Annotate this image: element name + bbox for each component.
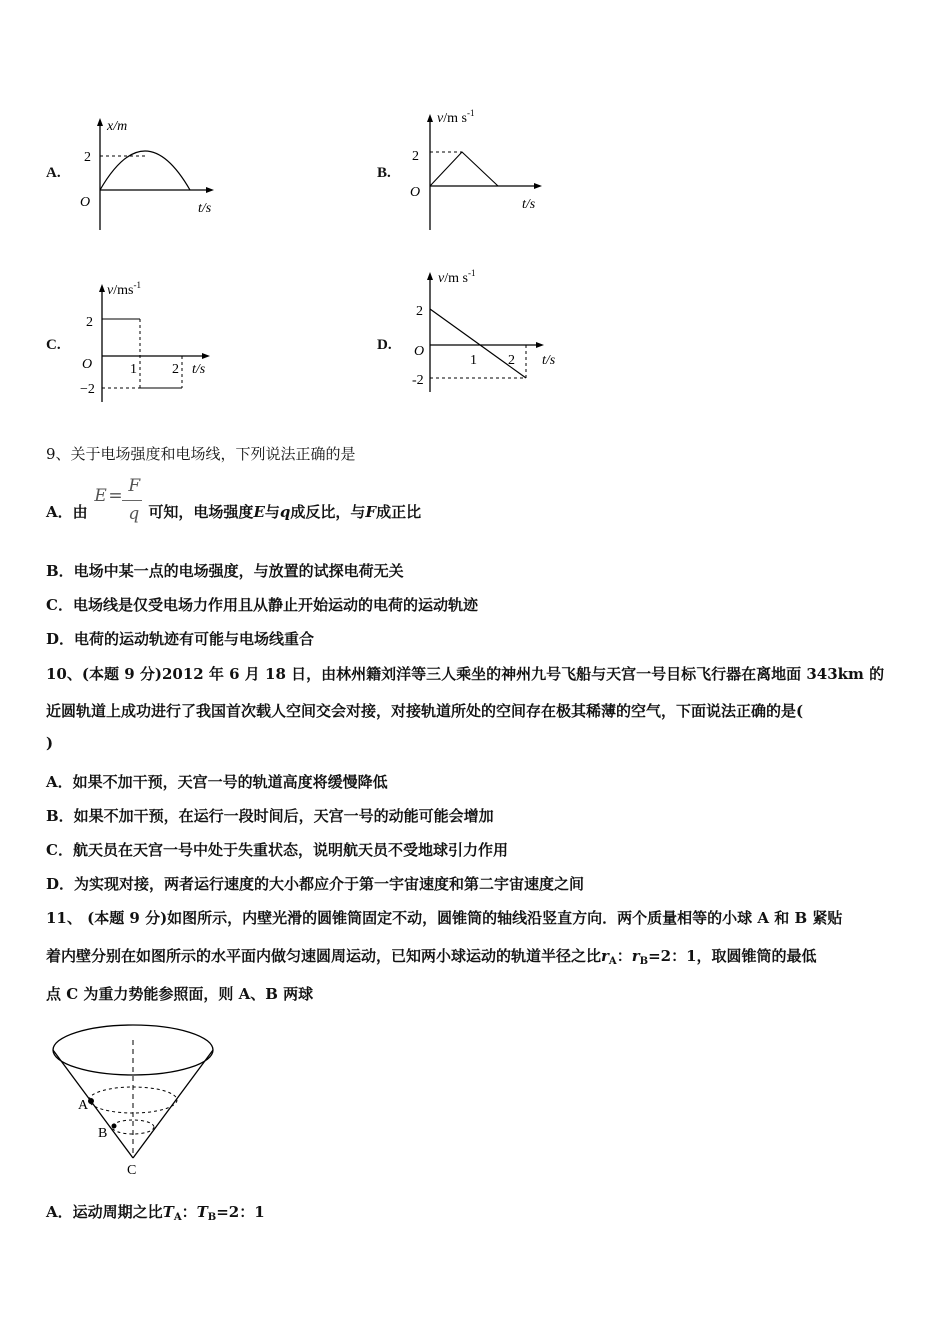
q11-rB-sub: B <box>639 956 649 967</box>
figure-label-a: A <box>78 1098 89 1113</box>
svg-text:v/m s-1 <box>437 108 474 126</box>
graph-c-y-axis-exp: -1 <box>133 280 141 290</box>
graph-c <box>70 278 230 406</box>
graph-b-tick-y: 2 <box>412 149 419 164</box>
figure-label-b: B <box>98 1126 108 1141</box>
graph-a <box>70 112 230 234</box>
graph-a-y-axis-label: x/m <box>107 119 128 134</box>
graph-a-origin: O <box>80 195 91 210</box>
graph-d-tick-x2: 2 <box>508 353 515 368</box>
graph-a-x-axis-label: t/s <box>198 201 212 216</box>
graph-c-tick-y-neg: −2 <box>80 382 95 397</box>
q11-colon: ： <box>616 947 632 965</box>
q9-option-d: D．电荷的运动轨迹有可能与电场线重合 <box>46 630 315 648</box>
option-c-label: C. <box>46 337 61 353</box>
q11-stem-line2 <box>46 946 817 972</box>
graph-d <box>400 266 580 396</box>
q11-option-a <box>46 1202 265 1228</box>
graph-d-y-axis-exp: -1 <box>467 268 476 278</box>
graph-b-y-axis-v: v <box>437 111 444 126</box>
graph-c-tick-x2: 2 <box>172 362 179 377</box>
q10-option-d: D．为实现对接，两者运行速度的大小都应介于第一宇宙速度和第二宇宙速度之间 <box>46 875 585 893</box>
graph-c-origin: O <box>82 357 93 372</box>
graph-c-tick-y-pos: 2 <box>86 315 93 330</box>
q9-formula <box>92 476 148 524</box>
q11-stem-line3: 点 C 为重力势能参照面，则 A、B 两球 <box>46 985 314 1003</box>
graph-d-y-axis-unit: /m s <box>444 271 468 286</box>
q11-a-colon: ： <box>181 1203 197 1221</box>
graph-b-origin: O <box>410 185 421 200</box>
q11-line2-text-b: =2：1，取圆锥筒的最低 <box>648 947 817 965</box>
q11-rA-sub: A <box>608 956 617 967</box>
ball-b <box>112 1124 117 1129</box>
formula-q: q <box>128 504 140 524</box>
q11-line2-text-a: 着内壁分别在如图所示的水平面内做匀速圆周运动，已知两小球运动的轨道半径之比 <box>46 947 602 965</box>
q9-a-F: F <box>365 503 377 521</box>
graph-a-tick-y: 2 <box>84 150 91 165</box>
q9-option-a-prefix: A．由 <box>46 503 88 521</box>
graph-d-x-axis-label: t/s <box>542 353 556 368</box>
q10-stem-line1: 10、(本题 9 分)2012 年 6 月 18 日，由林州籍刘洋等三人乘坐的神州九号飞船与天宫一号目标飞行器在离地面 343km 的 <box>46 665 885 683</box>
q10-stem-line3: ) <box>46 734 54 752</box>
q9-a-text1: 可知，电场强度 <box>148 503 254 521</box>
q9-a-text3: 成反比，与 <box>290 503 366 521</box>
graph-c-x-axis-label: t/s <box>192 362 206 377</box>
graph-d-tick-y-neg: -2 <box>412 373 424 388</box>
q11-a-T2-sub: B <box>207 1212 217 1223</box>
q10-stem-line2: 近圆轨道上成功进行了我国首次载人空间交会对接，对接轨道所处的空间存在极其稀薄的空气，下面说法正确的是( <box>46 702 804 720</box>
graph-d-tick-y-pos: 2 <box>416 304 423 319</box>
graph-d-y-axis-v: v <box>438 271 445 286</box>
q10-option-b: B．如果不加干预，在运行一段时间后，天宫一号的动能可能会增加 <box>46 807 494 825</box>
graph-d-origin: O <box>414 344 425 359</box>
graph-c-y-axis-v: v <box>107 283 114 298</box>
q10-option-c: C．航天员在天宫一号中处于失重状态，说明航天员不受地球引力作用 <box>46 841 508 859</box>
q9-stem: 9、关于电场强度和电场线，下列说法正确的是 <box>46 445 356 463</box>
q11-rB: r <box>631 947 640 965</box>
q11-a-prefix: A．运动周期之比 <box>46 1203 163 1221</box>
q11-a-ratio: =2：1 <box>216 1203 265 1221</box>
q11-a-T1-sub: A <box>173 1212 182 1223</box>
q9-a-text4: 成正比 <box>376 503 422 521</box>
graph-b-y-axis-exp: -1 <box>466 108 475 118</box>
graph-d-tick-x1: 1 <box>470 353 477 368</box>
formula-equals: = <box>108 486 123 506</box>
graph-c-tick-x1: 1 <box>130 362 137 377</box>
option-d-label: D. <box>377 337 392 353</box>
graph-b-y-axis-unit: /m s <box>443 111 467 126</box>
cone-figure <box>50 1020 220 1180</box>
option-b-label: B. <box>377 165 391 181</box>
q10-option-a: A．如果不加干预，天宫一号的轨道高度将缓慢降低 <box>46 773 388 791</box>
formula-F: F <box>128 476 141 496</box>
q9-option-b: B．电场中某一点的电场强度，与放置的试探电荷无关 <box>46 562 404 580</box>
q9-a-E: E <box>253 503 265 521</box>
graph-c-y-axis-unit: /ms <box>113 283 134 298</box>
q11-rA: r <box>601 947 609 965</box>
q9-option-c: C．电场线是仅受电场力作用且从静止开始运动的电荷的运动轨迹 <box>46 596 478 614</box>
q9-option-a <box>46 476 422 524</box>
ball-a <box>88 1098 94 1104</box>
q11-stem-line1: 11、 (本题 9 分)如图所示，内壁光滑的圆锥筒固定不动，圆锥筒的轴线沿竖直方向．两个质量相等的小球 A 和 B 紧贴 <box>46 909 843 927</box>
formula-E: E <box>94 486 107 506</box>
figure-label-c: C <box>127 1163 137 1178</box>
option-a-label: A. <box>46 165 61 181</box>
graph-b-x-axis-label: t/s <box>522 197 536 212</box>
graph-b <box>400 104 560 234</box>
q9-a-text2: 与 <box>264 503 280 521</box>
svg-text:v/m s-1 <box>438 268 475 286</box>
formula-fraction-bar <box>122 500 142 501</box>
q11-a-T1: T <box>162 1203 174 1221</box>
svg-text:v/ms-1 <box>107 280 141 298</box>
q9-a-q: q <box>279 503 291 521</box>
q11-a-T2: T <box>196 1203 208 1221</box>
